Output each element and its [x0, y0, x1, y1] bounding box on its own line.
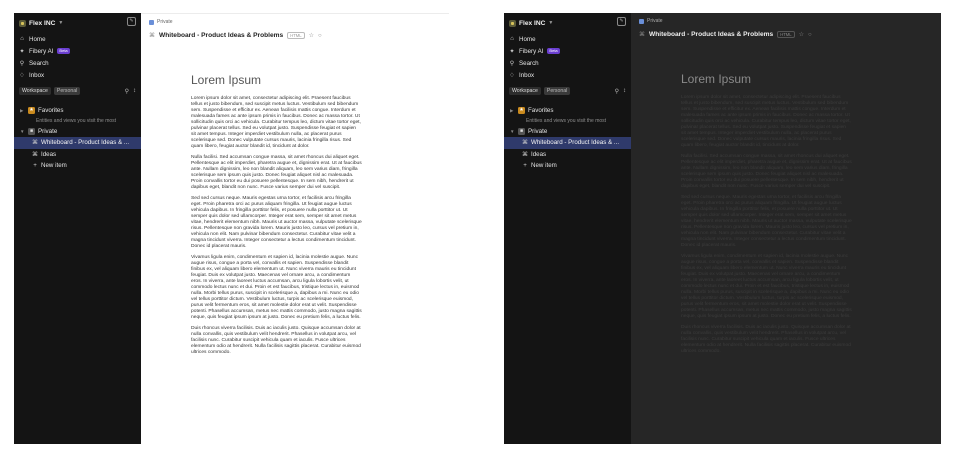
nav-label: Search — [519, 59, 539, 67]
star-outline-icon[interactable]: ☆ — [308, 33, 314, 39]
tab-personal[interactable]: Personal — [54, 87, 80, 95]
breadcrumb-label: Private — [647, 18, 663, 24]
doc-title: Lorem Ipsum — [191, 73, 262, 87]
compose-icon[interactable]: ✎ — [617, 17, 626, 26]
doc-paragraph: Lorem ipsum dolor sit amet, consectetur adipiscing elit. Praesent faucibus tellus et justo bibendum, sed suscipit metus luctus. Vestibulum sed bibendum sem. Suspendisse et efficitur ex. Aenean facilisis mattis congue. Interdum et malesuada fames ac ante ipsum primis in faucibus. Donec ac massa tortor. Ut sollicitudin quis orci ac vehicula. Curabitur tempus leo, dictum vitae tortor eget, pulvinar placerat tellus. Sed eu volutpat justo. Suspendisse feugiat et sapien sit amet tempus. Integer imperdiet vestibulum nulla, ac placerat purus scelerisque sed. Donec vulputate cursus mauris, lacinia fringilla risus. Sed quam libero, feugiat auctor blandit id, tincidunt at dolor. — [681, 95, 851, 148]
nav-search[interactable] — [509, 57, 560, 69]
tree-label: Private — [38, 127, 58, 135]
tree-item-ideas[interactable] — [14, 149, 141, 161]
breadcrumb-label: Private — [157, 19, 173, 25]
html-tag: HTML — [287, 32, 304, 39]
page-title[interactable]: Whiteboard - Product Ideas & Problems — [159, 32, 284, 39]
whiteboard-icon: ⌘ — [522, 139, 529, 147]
lock-icon: ■ — [29, 127, 34, 134]
primary-nav — [19, 33, 70, 81]
page-header — [149, 32, 322, 39]
workspace-name: Flex INC — [519, 19, 546, 27]
tab-workspace[interactable]: Workspace — [509, 87, 541, 95]
primary-nav — [509, 33, 560, 81]
breadcrumb[interactable] — [639, 18, 663, 24]
beta-badge: Beta — [549, 48, 558, 53]
compose-icon[interactable]: ✎ — [127, 17, 136, 26]
star-icon: ★ — [29, 107, 34, 114]
home-icon: ⌂ — [510, 36, 514, 42]
ideas-icon: ⌘ — [32, 150, 39, 158]
doc-title: Lorem Ipsum — [681, 72, 752, 86]
nav-label: Fibery AI — [29, 47, 54, 55]
nav-inbox[interactable] — [509, 69, 560, 81]
nav-fibery-ai[interactable] — [19, 45, 70, 57]
doc-paragraph: Lorem ipsum dolor sit amet, consectetur adipiscing elit. Praesent faucibus tellus et justo bibendum, sed suscipit metus luctus. Vestibulum sed bibendum sem. Suspendisse et efficitur ex. Aenean facilisis mattis congue. Interdum et malesuada fames ac ante ipsum primis in faucibus. Donec ac massa tortor. Ut sollicitudin quis orci ac vehicula. Curabitur tempus leo, dictum vitae tortor eget, pulvinar placerat tellus. Sed eu volutpat justo. Suspendisse feugiat et sapien sit amet tempus. Integer imperdiet vestibulum nulla, ac placerat purus scelerisque sed. Donec vulputate cursus mauris, lacinia fringilla risus. Sed quam libero, feugiat auctor blandit id, tincidunt at dolor. — [191, 96, 361, 149]
nav-search[interactable] — [19, 57, 70, 69]
sidebar — [14, 13, 141, 444]
star-outline-icon[interactable]: ☆ — [798, 32, 804, 38]
tree-label: Favorites — [38, 107, 64, 115]
tree-label: New item — [41, 162, 67, 170]
workspace-logo-icon — [19, 20, 26, 27]
home-icon: ⌂ — [20, 36, 24, 42]
new-item-button[interactable] — [14, 160, 141, 172]
workspace-name: Flex INC — [29, 19, 56, 27]
doc-paragraph: Nulla facilisi. Sed accumsan congue massa, sit amet rhoncus dui aliquet eget. Pellentesque ac elit imperdiet, pharetra augue et, dignissim erat. Ut at faucibus ante. Nullam dignissim, leo non blandit aliquam, leo sem varius diam, fringilla scelerisque sem ipsum quis justo. Donec feugiat aliquet nisl ac malesuada. Proin convallis tortor eu dui posuere pellentesque. In sem nibh, hendrerit ut dapibus eget, blandit non nunc. Fusce varius semper dui vel suscipit. — [681, 154, 852, 189]
doc-paragraph: Sed sed cursus neque. Mauris egestas urna tortor, et facilisis arcu fringilla eget. Proin pharetra orci ac purus aliquam fringilla. Ut feugiat augue luctus vehicula dapibus. In fringilla porttitor felis, et posuere nulla porttitor ut. Ut semper quis dolor sed ullamcorper. Integer erat sem, semper sit amet metus vitae, hendrerit elementum nibh. Mauris ut auctor massa, vulputate scelerisque risus. Pellentesque non gravida lorem. Mauris justo leo, cursus vel pretium in, vehicula non elit. Nam pulvinar bibendum consectetur. Curabitur vitae velit a magna tincidunt viverra. Integer consectetur a lectus condimentum tincidunt. Donec id placerat mauris. — [681, 195, 852, 248]
sidebar-tree — [14, 105, 141, 172]
document-body[interactable] — [681, 72, 852, 361]
workspace-logo-icon — [509, 20, 516, 27]
light-theme-window — [14, 13, 449, 444]
nav-label: Search — [29, 59, 49, 67]
chevron-right-icon: ▶ — [20, 107, 24, 113]
star-icon: ★ — [519, 107, 524, 114]
page-header — [639, 31, 812, 38]
search-icon[interactable]: ⚲ — [614, 88, 619, 95]
tree-private[interactable] — [504, 126, 631, 138]
doc-paragraph: Duis rhoncus viverra facilisis. Duis ac iaculis justo. Quisque accumsan dolor at nulla convallis, quis vestibulum velit hendrerit. Phasellus in volutpat arcu, vel facilisis nunc. Curabitur suscipit vehicula quam et iaculis. Fusce ultrices elementum odio at hendrerit. Nulla facilisis sagittis placerat. Curabitur euismod ultrices commodo. — [681, 325, 851, 355]
tab-personal[interactable]: Personal — [544, 87, 570, 95]
sort-icon[interactable]: ↕ — [133, 87, 136, 94]
bell-icon: ♢ — [509, 72, 515, 79]
space-switch — [509, 86, 626, 96]
document-area — [141, 13, 449, 444]
tree-label: Whiteboard - Product Ideas & ... — [531, 139, 620, 147]
plus-icon: + — [523, 162, 527, 170]
document-area — [631, 13, 941, 444]
tree-private[interactable] — [14, 126, 141, 138]
private-space-icon — [639, 19, 644, 24]
beta-badge: Beta — [59, 48, 68, 53]
favorites-hint: Entities and views you visit the most — [36, 118, 117, 124]
nav-home[interactable] — [509, 33, 560, 45]
chevron-down-icon: ▼ — [58, 20, 64, 26]
whiteboard-icon: ⌘ — [149, 33, 155, 39]
dark-theme-window — [504, 13, 941, 444]
new-item-button[interactable] — [504, 160, 631, 172]
doc-paragraph: Sed sed cursus neque. Mauris egestas urna tortor, et facilisis arcu fringilla eget. Proin pharetra orci ac purus aliquam fringilla. Ut feugiat augue luctus vehicula dapibus. In fringilla porttitor felis, et posuere nulla porttitor ut. Ut semper quis dolor sed ullamcorper. Integer erat sem, semper sit amet metus vitae, hendrerit elementum nibh. Mauris ut auctor massa, vulputate scelerisque risus. Pellentesque non gravida lorem. Mauris justo leo, cursus vel pretium in, vehicula non elit. Nam pulvinar bibendum consectetur. Curabitur vitae velit a magna tincidunt viverra. Integer consectetur a lectus condimentum tincidunt. Donec id placerat mauris. — [191, 196, 362, 249]
favorites-hint: Entities and views you visit the most — [526, 118, 607, 124]
chevron-right-icon: ▶ — [510, 107, 514, 113]
sort-icon[interactable]: ↕ — [623, 87, 626, 94]
tab-workspace[interactable]: Workspace — [19, 87, 51, 95]
doc-paragraph: Vivamus ligula enim, condimentum et sapien id, lacinia molestie augue. Nunc augue risus, congue a porta vel, convallis et sapien. Suspendisse blandit finibus ex, vel aliquam libero elementum ut. Nunc viverra mauris eu tincidunt feugiat. Duis ex volutpat justo. Maecenas vel ornare arcu, a condimentum eros. In viverra, ante laoreet luctus accumsan, arcu ligula lobortis velit, ut commodo lectus nunc et dui. Proin et est faucibus, tristique lectus in, euismod nulla. Morbi tellus purus, suscipit in scelerisque a, dapibus a mi. Nunc eu odio vel tellus porttitor dictum. Vestibulum luctus, turpis ac scelerisque euismod, purus velit fermentum eros, sit amet molestie dolor erat ut velit. Suspendisse potenti. Phasellus accumsan, metus nec mattis commodo, justo magna sagittis neque, quis feugiat ipsum ipsum at justo. Donec eu pretium felis, a luctus felis. — [681, 254, 852, 319]
breadcrumb[interactable] — [149, 19, 173, 25]
info-icon[interactable]: ○ — [318, 32, 322, 39]
nav-label: Home — [29, 35, 46, 43]
doc-paragraph: Nulla facilisi. Sed accumsan congue massa, sit amet rhoncus dui aliquet eget. Pellentesque ac elit imperdiet, pharetra augue et, dignissim erat. Ut at faucibus ante. Nullam dignissim, leo non blandit aliquam, leo sem varius diam, fringilla scelerisque sem ipsum quis justo. Donec feugiat aliquet nisl ac malesuada. Proin convallis tortor eu dui posuere pellentesque. In sem nibh, hendrerit ut dapibus eget, blandit non nunc. Fusce varius semper dui vel suscipit. — [191, 155, 362, 190]
nav-fibery-ai[interactable] — [509, 45, 560, 57]
nav-label: Inbox — [519, 71, 535, 79]
doc-paragraph: Duis rhoncus viverra facilisis. Duis ac iaculis justo. Quisque accumsan dolor at nulla convallis, quis vestibulum velit hendrerit. Phasellus in volutpat arcu, vel facilisis nunc. Curabitur suscipit vehicula quam et iaculis. Fusce ultrices elementum odio at hendrerit. Nulla facilisis sagittis placerat. Curabitur euismod ultrices commodo. — [191, 326, 361, 356]
html-tag: HTML — [777, 31, 794, 38]
plus-icon: + — [33, 162, 37, 170]
ai-sparkle-icon: ✦ — [509, 48, 515, 55]
nav-label: Inbox — [29, 71, 45, 79]
nav-label: Fibery AI — [519, 47, 544, 55]
document-body[interactable] — [191, 73, 362, 362]
sidebar — [504, 13, 631, 444]
tree-label: Ideas — [41, 150, 57, 158]
info-icon[interactable]: ○ — [808, 31, 812, 38]
search-icon: ⚲ — [19, 60, 25, 67]
workspace-switcher[interactable] — [19, 18, 63, 28]
nav-label: Home — [519, 35, 536, 43]
tree-item-ideas[interactable] — [504, 149, 631, 161]
whiteboard-icon: ⌘ — [639, 32, 645, 38]
tree-label: Ideas — [531, 150, 547, 158]
tree-label: Whiteboard - Product Ideas & ... — [41, 139, 130, 147]
nav-home[interactable] — [19, 33, 70, 45]
space-switch — [19, 86, 136, 96]
tree-label: Favorites — [528, 107, 554, 115]
page-title[interactable]: Whiteboard - Product Ideas & Problems — [649, 31, 774, 38]
search-icon: ⚲ — [509, 60, 515, 67]
tree-item-whiteboard[interactable] — [504, 137, 631, 149]
search-icon[interactable]: ⚲ — [124, 88, 129, 95]
chevron-down-icon: ▼ — [510, 128, 515, 134]
workspace-switcher[interactable] — [509, 18, 553, 28]
doc-paragraph: Vivamus ligula enim, condimentum et sapien id, lacinia molestie augue. Nunc augue risus, congue a porta vel, convallis et sapien. Suspendisse blandit finibus ex, vel aliquam libero elementum ut. Nunc viverra mauris eu tincidunt feugiat. Duis ex volutpat justo. Maecenas vel ornare arcu, a condimentum eros. In viverra, ante laoreet luctus accumsan, arcu ligula lobortis velit, ut commodo lectus nunc et dui. Proin et est faucibus, tristique lectus in, euismod nulla. Morbi tellus purus, suscipit in scelerisque a, dapibus a mi. Nunc eu odio vel tellus porttitor dictum. Vestibulum luctus, turpis ac scelerisque euismod, purus velit fermentum eros, sit amet molestie dolor erat ut velit. Suspendisse potenti. Phasellus accumsan, metus nec mattis commodo, justo magna sagittis neque, quis feugiat ipsum ipsum at justo. Donec eu pretium felis, a luctus felis. — [191, 255, 362, 320]
tree-label: New item — [531, 162, 557, 170]
chevron-down-icon: ▼ — [548, 20, 554, 26]
ideas-icon: ⌘ — [522, 150, 529, 158]
tree-label: Private — [528, 127, 548, 135]
private-space-icon — [149, 20, 154, 25]
tree-favorites[interactable] — [504, 105, 631, 117]
bell-icon: ♢ — [19, 72, 25, 79]
tree-favorites[interactable] — [14, 105, 141, 117]
tree-item-whiteboard[interactable] — [14, 137, 141, 149]
nav-inbox[interactable] — [19, 69, 70, 81]
sidebar-tree — [504, 105, 631, 172]
ai-sparkle-icon: ✦ — [19, 48, 25, 55]
lock-icon: ■ — [519, 127, 524, 134]
whiteboard-icon: ⌘ — [32, 139, 39, 147]
chevron-down-icon: ▼ — [20, 128, 25, 134]
